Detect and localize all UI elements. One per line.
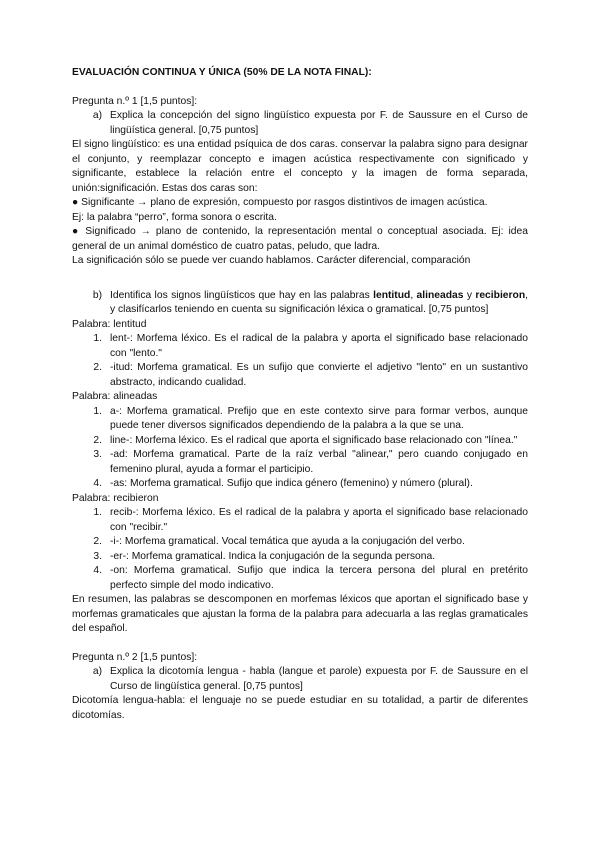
answer-1a-paragraph: El signo lingüístico: es una entidad psíquica de dos caras. conservar la palabra signo para designar el conjunto, y reemplazar concepto e imagen acústica respectivamente con significado y significante, establece la relación entre el concepto y la imagen de forma separada, unión:significación. Estas dos caras son: bbox=[72, 139, 528, 194]
document-title: EVALUACIÓN CONTINUA Y ÚNICA (50% DE LA NOTA FINAL): bbox=[72, 67, 372, 78]
answer-2a-paragraph: Dicotomía lengua-habla: el lenguaje no se puede estudiar en su totalidad, a partir de diferentes dicotomías. bbox=[72, 695, 528, 721]
item-marker: b) bbox=[92, 289, 102, 301]
question-1b-text: Identifica los signos lingüísticos que hay en las palabras lentitud, alineadas y recibieron, y clasifícarlos teniendo en cuenta su significación léxica o gramatical. [0,75 puntos] bbox=[110, 289, 528, 315]
word-label: Palabra: recibieron bbox=[72, 492, 159, 504]
word-lentitud: lentitud bbox=[373, 289, 411, 301]
list-item: 2. -i-: Morfema gramatical. Vocal temática que ayuda a la conjugación del verbo. bbox=[93, 536, 465, 547]
list-item: 2. -itud: Morfema gramatical. Es un sufijo que convierte el adjetivo "lento" en un sustantivo abstracto, indicando cualidad. bbox=[93, 362, 528, 388]
list-item: 1. lent-: Morfema léxico. Es el radical de la palabra y aporta el significado base relacionado con "lento." bbox=[93, 333, 528, 359]
list-item: 4. -as: Morfema gramatical. Sufijo que indica género (femenino) y número (plural). bbox=[93, 478, 473, 489]
question-1a bbox=[72, 109, 528, 138]
answer-1a-example: Ej: la palabra “perro”, forma sonora o escrita. bbox=[72, 211, 277, 223]
word-alineadas: alineadas bbox=[416, 289, 464, 301]
list-item: 4. -on: Morfema gramatical. Sufijo que indica la tercera persona del plural en pretérito perfecto simple del modo indicativo. bbox=[93, 565, 528, 591]
document-page bbox=[72, 66, 528, 723]
word-recibieron: recibieron bbox=[475, 289, 526, 301]
question-1b bbox=[72, 289, 528, 318]
word-label: Palabra: alineadas bbox=[72, 391, 158, 402]
answer-1a-conclusion: La significación sólo se puede ver cuando hablamos. Carácter diferencial, comparación bbox=[72, 255, 471, 266]
list-item: 2. line-: Morfema léxico. Es el radical que aporta el significado base relacionado con "línea." bbox=[93, 434, 518, 446]
question-2-heading: Pregunta n.º 2 [1,5 puntos]: bbox=[72, 651, 198, 663]
item-marker: a) bbox=[92, 666, 102, 677]
question-1a-text: Explica la concepción del signo lingüístico expuesta por F. de Saussure en el Curso de lingüística general. [0,75 puntos] bbox=[110, 110, 528, 136]
item-marker: a) bbox=[92, 110, 102, 121]
word-alineadas-section bbox=[72, 390, 528, 492]
word-lentitud-section bbox=[72, 318, 528, 391]
list-item: 1. a-: Morfema gramatical. Prefijo que en este contexto sirve para formar verbos, aunque puede tener diversos significados dependiendo de la palabra a la que se una. bbox=[93, 405, 528, 431]
answer-1a-significado: ● Significado → plano de contenido, la representación mental o conceptual asociada. Ej: idea general de un animal doméstico de cuatro patas, peludo, que ladra. bbox=[72, 226, 528, 252]
question-2a bbox=[72, 665, 528, 694]
list-item: 3. -er-: Morfema gramatical. Indica la conjugación de la segunda persona. bbox=[93, 550, 436, 562]
word-label: Palabra: lentitud bbox=[72, 318, 147, 330]
list-item: 1. recib-: Morfema léxico. Es el radical de la palabra y aporta el significado base relacionado con "recibir." bbox=[93, 507, 528, 533]
summary-paragraph: En resumen, las palabras se descomponen en morfemas léxicos que aportan el significado base y morfemas gramaticales que ajustan la forma de la palabra para adecuarla a las reglas gramaticales del español. bbox=[72, 594, 528, 634]
question-1-heading: Pregunta n.º 1 [1,5 puntos]: bbox=[72, 95, 198, 107]
list-item: 3. -ad: Morfema gramatical. Parte de la raíz verbal "alinear," pero cuando conjugado en femenino plural, ayuda a formar el participio. bbox=[93, 449, 528, 475]
question-2a-text: Explica la dicotomía lengua - habla (langue et parole) expuesta por F. de Saussure en el Curso de lingüística general. [0,75 puntos] bbox=[110, 666, 528, 692]
word-recibieron-section bbox=[72, 492, 528, 594]
answer-1a-significante: ● Significante → plano de expresión, compuesto por rasgos distintivos de imagen acústica. bbox=[72, 197, 488, 208]
